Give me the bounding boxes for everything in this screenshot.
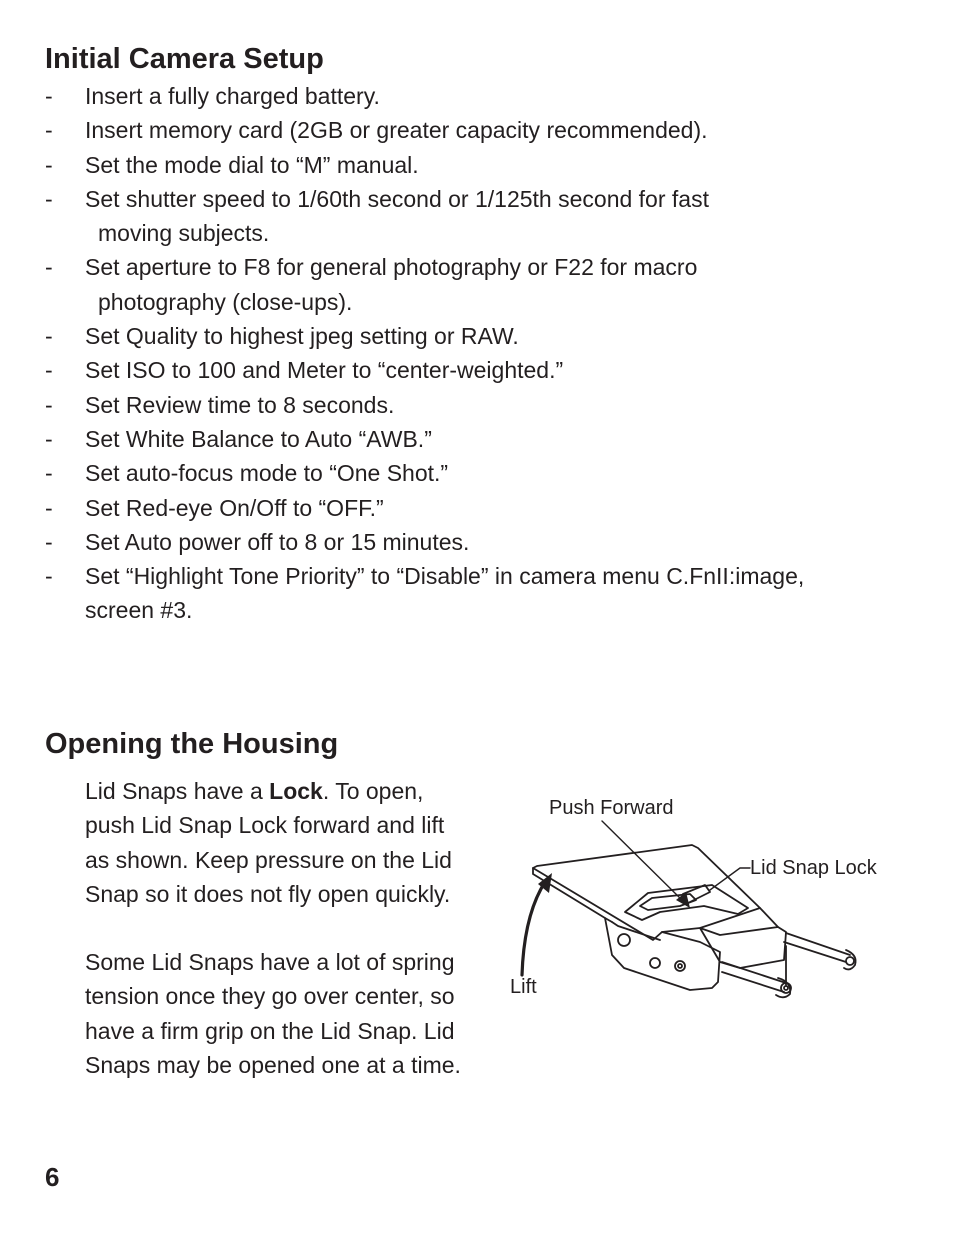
bullet-dash: - — [45, 117, 53, 144]
list-item — [45, 422, 905, 456]
bullet-dash: - — [45, 563, 53, 590]
bullet-dash: - — [45, 460, 53, 487]
wire-bail-top — [786, 933, 850, 955]
paragraph-line: push Lid Snap Lock forward and lift — [85, 812, 445, 839]
step-text: Insert a fully charged battery. — [85, 83, 380, 109]
list-item — [45, 148, 905, 182]
bullet-dash: - — [45, 528, 53, 555]
step-text: Set “Highlight Tone Priority” to “Disable” in camera menu C.FnII:image, — [85, 563, 805, 590]
label-lid-snap-lock: Lid Snap Lock — [750, 857, 877, 879]
bullet-dash: - — [45, 151, 53, 178]
paragraph-line: Snaps may be opened one at a time. — [85, 1051, 461, 1078]
wire-bail-top-inner — [784, 942, 846, 962]
text-run: Lid Snaps have a — [85, 778, 270, 804]
step-text-continued: photography (close-ups). — [98, 288, 353, 315]
paragraph-line — [85, 774, 505, 808]
section-title-opening-housing: Opening the Housing — [45, 728, 339, 760]
step-text: Set Review time to 8 seconds. — [85, 391, 395, 418]
front-block-side — [760, 908, 778, 927]
pivot-hole — [846, 957, 854, 965]
bullet-dash: - — [45, 254, 53, 281]
bullet-dash: - — [45, 357, 53, 384]
step-text: Set the mode dial to “M” manual. — [85, 151, 419, 178]
bullet-dash: - — [45, 391, 53, 418]
pivot-hole — [675, 961, 685, 971]
list-item — [45, 353, 905, 387]
list-item — [45, 559, 905, 628]
latch-plate — [533, 845, 760, 940]
list-item — [45, 388, 905, 422]
step-text: Set Quality to highest jpeg setting or RAW. — [85, 323, 519, 350]
push-forward-leader — [602, 821, 684, 902]
step-text-continued: screen #3. — [85, 597, 193, 624]
setup-steps-list — [45, 79, 905, 628]
lid-snap-illustration — [500, 790, 900, 1020]
pivot-hole — [650, 958, 660, 968]
paragraph-line: tension once they go over center, so — [85, 983, 455, 1010]
step-text: Set shutter speed to 1/60th second or 1/125th second for fast — [85, 185, 709, 212]
step-text: Set auto-focus mode to “One Shot.” — [85, 460, 449, 487]
paragraph-line: have a firm grip on the Lid Snap. Lid — [85, 1017, 455, 1044]
list-item — [45, 319, 905, 353]
pivot-hole — [618, 934, 630, 946]
step-text: Set aperture to F8 for general photography or F22 for macro — [85, 254, 698, 281]
bullet-dash: - — [45, 425, 53, 452]
pivot-hole-inner — [784, 986, 788, 990]
list-item — [45, 79, 905, 113]
list-item — [45, 491, 905, 525]
step-text-continued: moving subjects. — [98, 220, 270, 247]
spring-tension-paragraph — [85, 945, 505, 1082]
step-text: Set Red-eye On/Off to “OFF.” — [85, 494, 384, 521]
pivot-hole-inner — [678, 964, 682, 968]
step-text: Set White Balance to Auto “AWB.” — [85, 425, 432, 452]
label-push-forward: Push Forward — [549, 797, 674, 819]
list-item — [45, 456, 905, 490]
paragraph-line: as shown. Keep pressure on the Lid — [85, 846, 452, 873]
bullet-dash: - — [45, 83, 53, 109]
list-item — [45, 525, 905, 559]
bullet-dash: - — [45, 494, 53, 521]
list-item — [45, 182, 905, 251]
lid-snap-lock-paragraph — [85, 774, 505, 911]
step-text: Set ISO to 100 and Meter to “center-weighted.” — [85, 357, 564, 384]
text-run: . To open, — [322, 778, 424, 804]
section-title-camera-setup: Initial Camera Setup — [45, 43, 324, 75]
paragraph-line: Snap so it does not fly open quickly. — [85, 880, 451, 907]
bold-term-lock: Lock — [269, 778, 323, 804]
bullet-dash: - — [45, 185, 53, 212]
page-number: 6 — [45, 1162, 60, 1192]
label-lift: Lift — [510, 976, 537, 998]
list-item — [45, 113, 905, 147]
step-text: Set Auto power off to 8 or 15 minutes. — [85, 528, 470, 555]
list-item — [45, 250, 905, 319]
paragraph-line: Some Lid Snaps have a lot of spring — [85, 949, 455, 975]
bullet-dash: - — [45, 323, 53, 350]
wire-bail-bottom-inner — [722, 972, 784, 992]
lift-arrow-shaft — [522, 882, 545, 975]
step-text: Insert memory card (2GB or greater capacity recommended). — [85, 117, 708, 144]
